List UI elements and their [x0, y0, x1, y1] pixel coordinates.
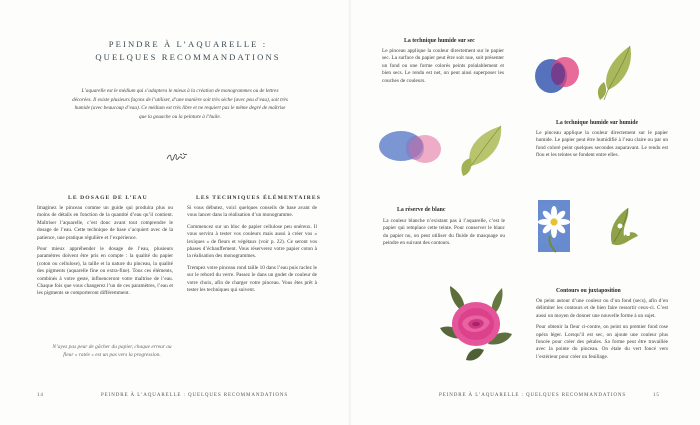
white-reserve-heading: La réserve de blanc — [397, 207, 446, 213]
wet-on-wet-text: Le pinceau applique la couleur directement sur le papier humide. Le papier peut être humidifié à l’eau claire ou par un fond coloré peint quelques secondes auparavant. Le rendu est flou et les teintes se fondent entre elles. — [536, 130, 668, 159]
basic-techniques-paragraph-1: Si vous débutez, voici quelques conseils de base avant de vous lancer dans la réalisation d’un monogramme. — [187, 205, 317, 219]
pull-quote: N’ayez pas peur de gâcher du papier, chaque erreur ou fleur « ratée » est un pas vers la progression. — [52, 344, 172, 358]
title-line-1: PEINDRE À L’AQUARELLE : — [108, 39, 268, 49]
pink-rose-illustration — [436, 278, 516, 366]
page-number-left: 14 — [37, 393, 44, 398]
contours-paragraph-2: Pour obtenir la fleur ci-contre, on peint un premier fond rose opéra léger. Lorsqu’il est sec, on ajoute une couleur plus foncée pour créer des pétales. Sa forme peut être travaillée avec la pointe du pinceau. On étale du vert foncé vers l’extérieur pour créer un feuillage. — [536, 324, 668, 360]
wet-on-dry-swatch-illustration — [530, 42, 640, 102]
water-dosage-heading: LE DOSAGE DE L’EAU — [68, 195, 148, 201]
signature-flourish-icon — [165, 150, 189, 164]
title-line-2: QUELQUES RECOMMANDATIONS — [95, 52, 281, 62]
wet-on-dry-heading: La technique humide sur sec — [404, 38, 475, 44]
page-number-right: 15 — [653, 393, 660, 398]
white-reserve-text: La couleur blanche n’existant pas à l’aquarelle, c’est le papier qui remplace cette teinte. Pour conserver le blanc du papier nu, on peut utiliser du fluide de masquage ou peindre en suivant des contours. — [383, 218, 505, 247]
basic-techniques-paragraph-3: Trempez votre pinceau rond taille 10 dans l’eau puis raclez le sur le rebord du verre. Passez le dans un godet de couleur de votre choix, afin de charger votre pinceau. Vous êtes prêt à tester les techniques qui suivent. — [187, 264, 317, 294]
page-title — [88, 38, 288, 64]
basic-techniques-column — [187, 205, 317, 298]
contours-paragraph-1: On peint autour d’une couleur ou d’un fond (secs), afin d’en délimiter les contours et de bien faire ressortir ceux-ci. C’est aussi un moyen de donner une nouvelle forme à un sujet. — [536, 298, 668, 319]
running-footer-right: PEINDRE À L’AQUARELLE : QUELQUES RECOMMANDATIONS — [439, 393, 627, 398]
wet-on-wet-heading: La technique humide sur humide — [556, 120, 639, 126]
intro-paragraph: L’aquarelle est le médium qui s’adaptera le mieux à la création de monogrammes ou de lettres décorées. Il existe plusieurs façons de l’utiliser, d’une manière soit très sèche (avec peu d’eau), soit très humide (avec beaucoup d’eau). Ce médium est très libre et ne requiert pas le même degré de maîtrise que la gouache ou la peinture à l’huile. — [72, 88, 288, 120]
contours-heading: Contours ou juxtaposition — [556, 288, 621, 294]
wet-on-wet-swatch-illustration — [375, 116, 515, 180]
contours-text — [536, 298, 668, 365]
basic-techniques-heading: LES TECHNIQUES ÉLÉMENTAIRES — [196, 195, 321, 201]
running-footer-left: PEINDRE À L’AQUARELLE : QUELQUES RECOMMANDATIONS — [101, 393, 289, 398]
white-reserve-illustration — [532, 196, 652, 258]
basic-techniques-paragraph-2: Commencez sur un bloc de papier cellulose peu onéreux. Il vous servira à tester vos couleurs mais aussi à créer vos « lexiques » de fleurs et végétaux (voir p. 22). Ce seront vos phases d’échauffement. Vous réserverez votre papier coton à la réalisation des monogrammes. — [187, 223, 317, 260]
wet-on-dry-text: Le pinceau applique la couleur directement sur le papier sec. La surface du papier peut être soit nue, soit présenter un fond ou une forme colorés peints préalablement et bien secs. Le rendu est net, on peut ainsi superposer les couches de couleurs. — [382, 48, 504, 84]
water-dosage-column — [37, 205, 173, 302]
water-dosage-paragraph-2: Pour mieux appréhender le dosage de l’eau, plusieurs paramètres doivent être pris en compte : la qualité du papier (coton ou cellulose), la taille et la nature du pinceau, la qualité des pigments (aquarelle fine ou extra-fine). Tous ces éléments, combinés à votre geste, influenceront votre maîtrise de l’eau. Chaque fois que vous changerez l’un de ces paramètres, l’eau et les pigments se comporteront différemment. — [37, 246, 173, 297]
water-dosage-paragraph-1: Imaginez le pinceau comme un guide qui produira plus ou moins de détails en fonction de la quantité d’eau qu’il contient. Maîtriser l’aquarelle, c’est donc avant tout comprendre le dosage de l’eau. Cette technique de base s’acquiert avec de la patience, une pratique régulière et l’expérience. — [37, 205, 173, 241]
right-page — [350, 0, 700, 425]
